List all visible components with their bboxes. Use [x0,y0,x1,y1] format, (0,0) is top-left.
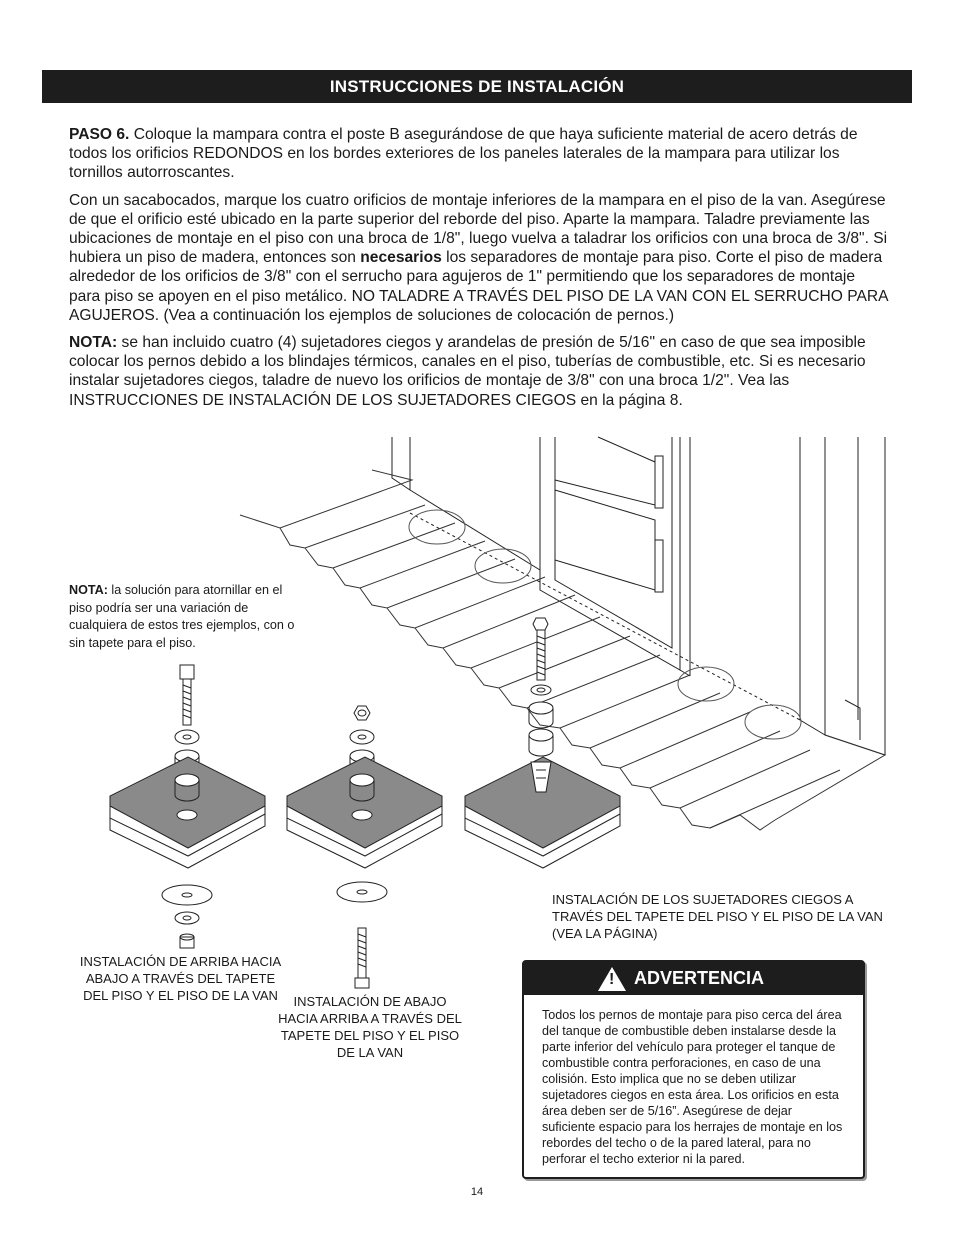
mount-hole-circle-3 [678,667,734,701]
step-label: PASO 6. [69,126,130,143]
caption-top-down: INSTALACIÓN DE ARRIBA HACIA ABAJO A TRAVÉS DEL TAPETE DEL PISO Y EL PISO DE LA VAN [79,954,282,1003]
small-note-label: NOTA: [69,583,108,597]
drilling-text-b: los separadores de montaje para piso. Corte el piso de madera alrededor de los orificios de 3/8" con el serrucho para agujeros de 1" permitiendo que los separadores de montaje para piso se apoyen en el piso metálico. NO TALADRE A TRAVÉS DEL PISO DE LA VAN CON EL SERRUCHO PARA AGUJEROS. (Vea a continuación los ejemplos de soluciones de colocación de pernos.) [69,249,888,324]
bulkhead-partition [392,437,885,755]
drilling-bold: necesarios [360,249,442,267]
assembly-blind-fastener [465,618,620,868]
step-text: Coloque la mampara contra el poste B asegurándose de que haya suficiente material de acero detrás de todos los orificios REDONDOS en los bordes exteriores de los paneles laterales de la mampara para utilizar los tornillos autorroscantes. [69,126,858,182]
warning-title: ADVERTENCIA [634,968,765,988]
small-note-text: la solución para atornillar en el piso podría ser una variación de cualquiera de estos tres ejemplos, con o sin tapete para el piso. [69,583,295,650]
warning-header [524,962,863,995]
assembly-bottom-up [287,706,442,988]
small-note [69,582,304,652]
note-label: NOTA: [69,334,118,352]
caption-blind-fastener: INSTALACIÓN DE LOS SUJETADORES CIEGOS A TRAVÉS DEL TAPETE DEL PISO Y EL PISO DE LA VAN (VEA LA PÁGINA) [552,892,883,941]
warning-triangle-icon: ! [598,967,626,991]
drilling-text-a: Con un sacabocados, marque los cuatro orificios de montaje inferiores de la mampara en el piso de la van. Asegúrese de que el orificio esté ubicado en la parte superior del reborde del piso. Aparte la mampara. Taladre previamente las ubicaciones de montaje en el piso con una broca de 1/8", luego vuelva a taladrar los orificios con una broca de 3/8". Si hubiera un piso de madera, entonces son [69,191,888,267]
caption-bottom-up: INSTALACIÓN DE ABAJO HACIA ARRIBA A TRAVÉS DEL TAPETE DEL PISO Y EL PISO DE LA VAN [278,994,462,1060]
note-text: se han incluido cuatro (4) sujetadores ciegos y arandelas de presión de 5/16" en caso de que sea imposible colocar los pernos debido a los blindajes térmicos, canales en el piso, tuberías de combustible, etc. Si es necesario instalar sujetadores ciegos, taladre de nuevo los orificios de montaje de 3/8" con una broca 1/2". Vea las INSTRUCCIONES DE INSTALACIÓN DE LOS SUJETADORES CIEGOS en la página 8. [69,334,866,409]
mount-hole-circle-2 [475,549,531,583]
warning-box [522,960,865,1179]
assembly-top-down [110,665,265,948]
section-title: INSTRUCCIONES DE INSTALACIÓN [329,76,625,96]
mount-line [410,513,800,720]
warning-text: Todos los pernos de montaje para piso cerca del área del tanque de combustible deben instalarse desde la parte inferior del vehículo para proteger el tanque de combustible contra perforaciones, en caso de una colisión. Esto implica que no se deben utilizar sujetadores ciegos en esta área. Los orificios en esta área deben ser de 5/16”. Asegúrese de dejar suficiente espacio para los herrajes de montaje en los rebordes del techo o de la pared lateral, para no perforar el techo exterior ni la pared. [542,1008,843,1166]
page-number: 14 [470,1186,484,1198]
